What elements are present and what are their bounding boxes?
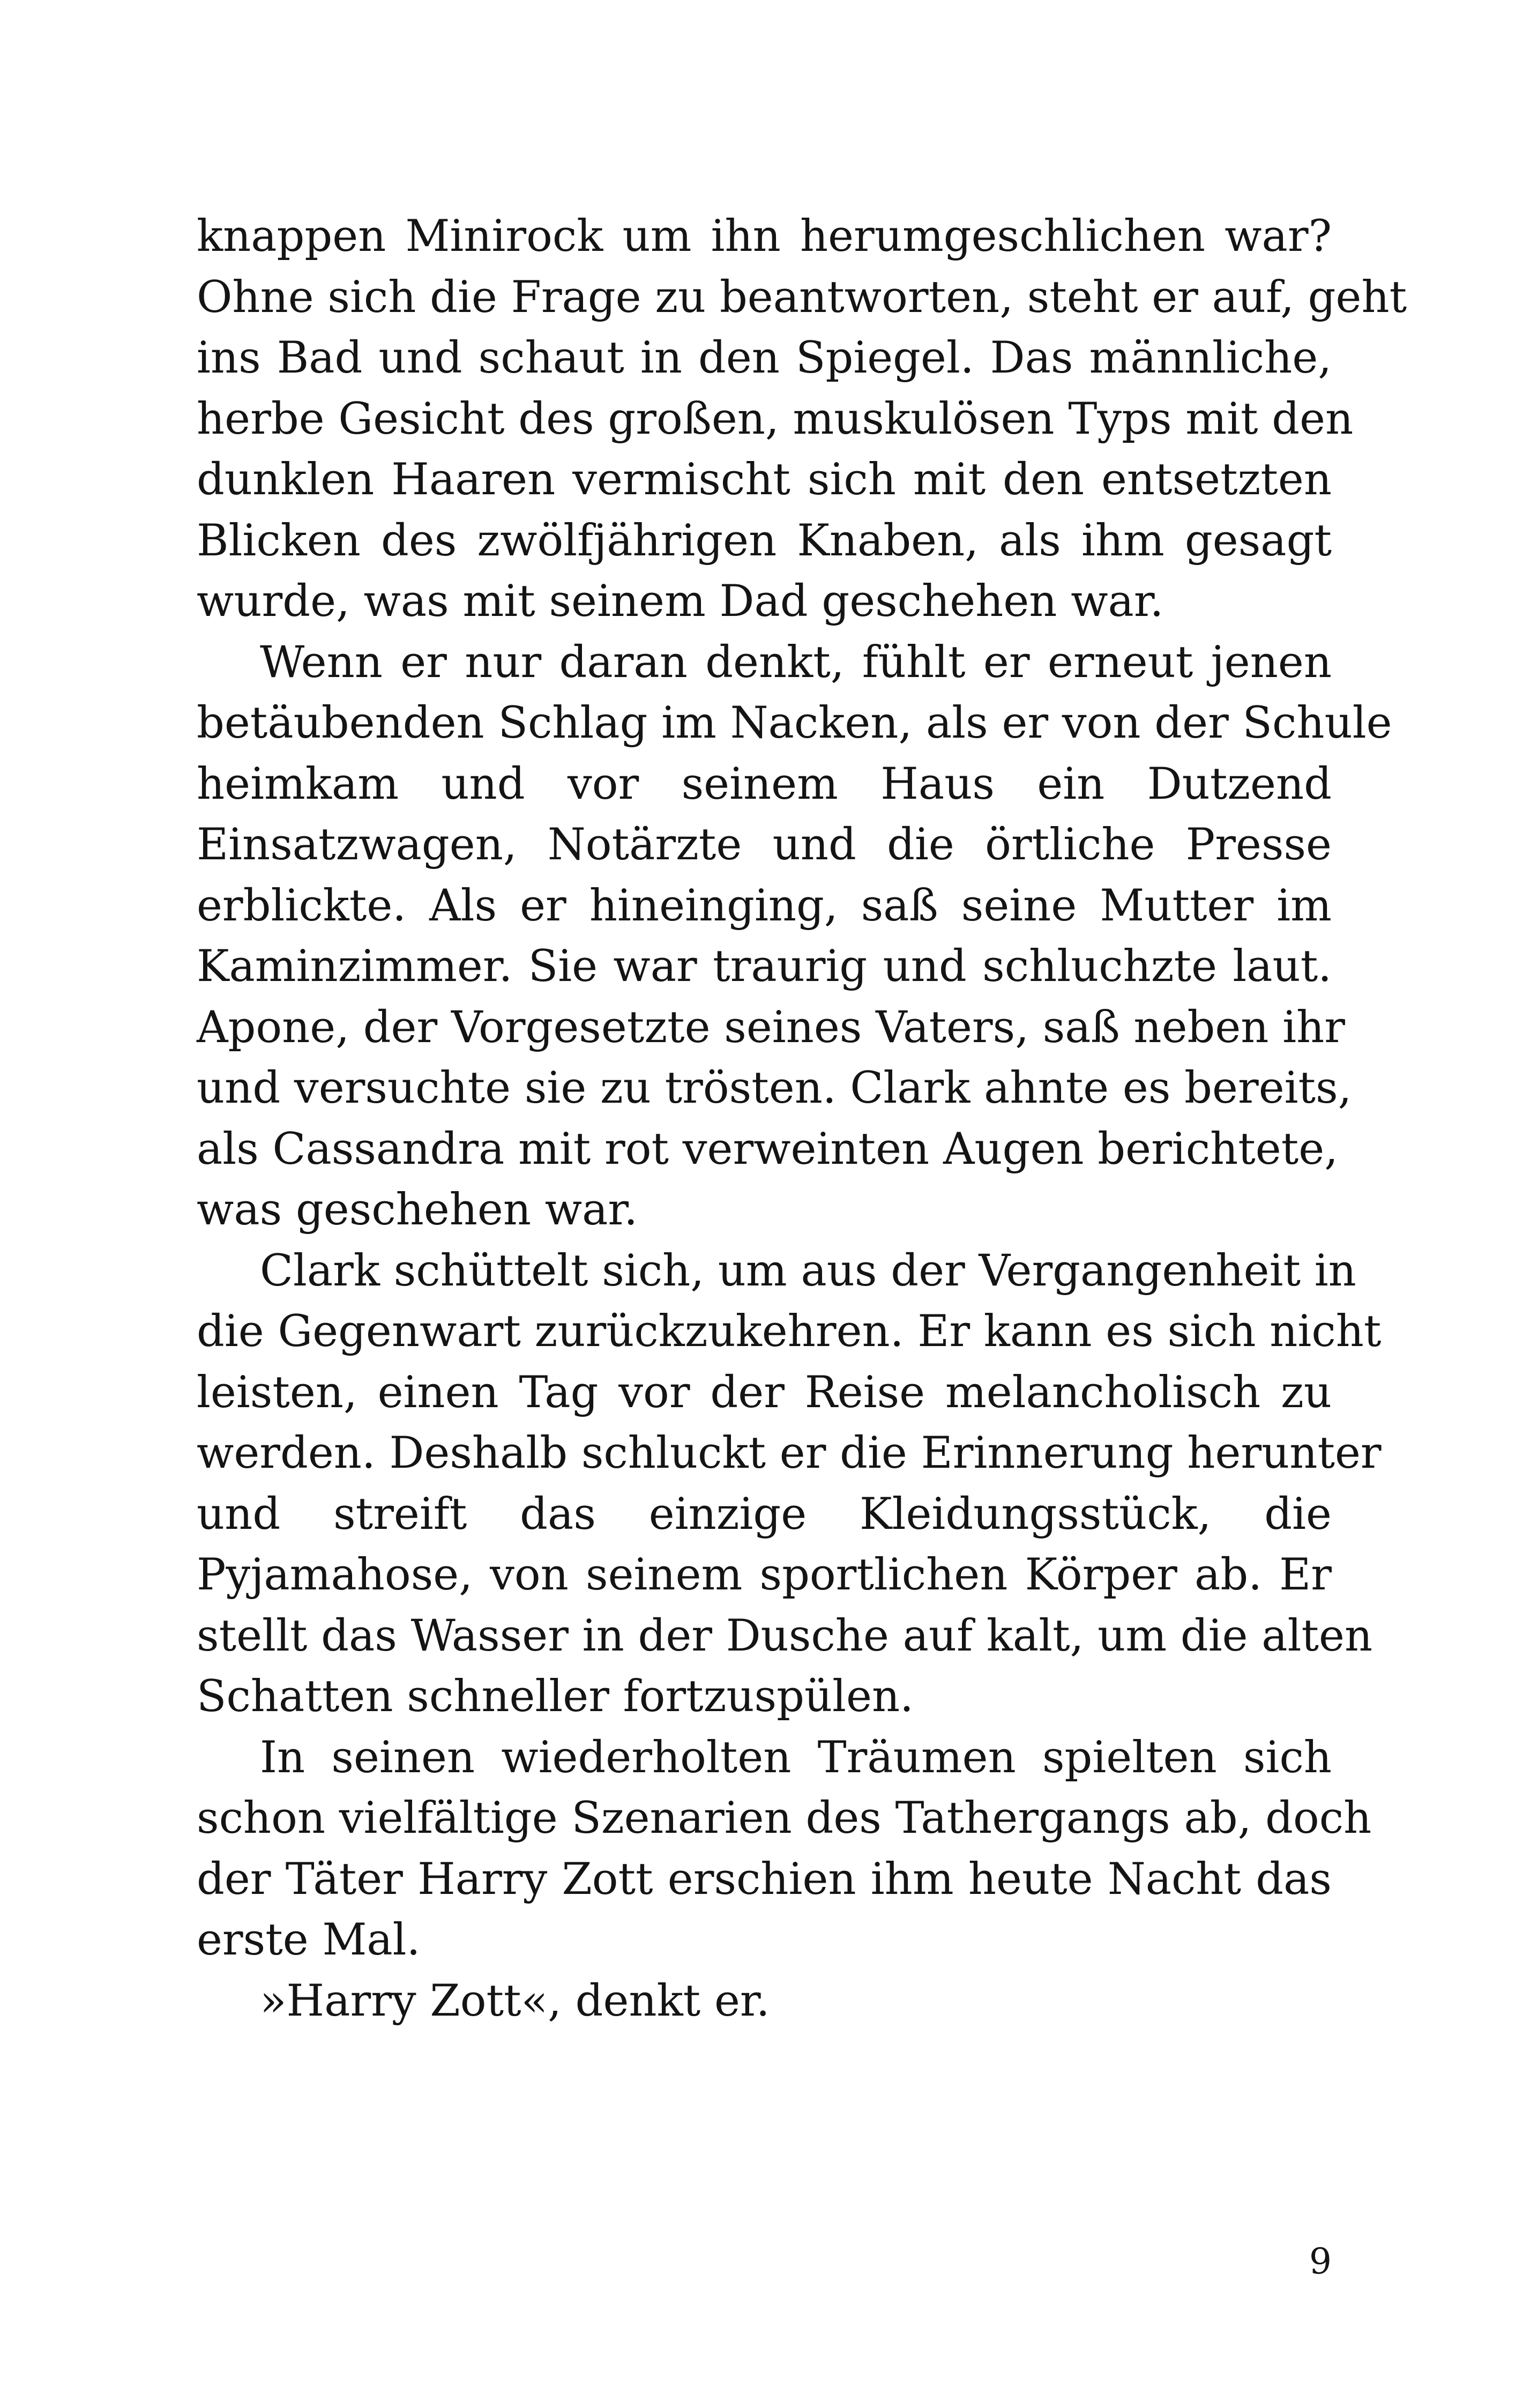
text-line: Clark schüttelt sich, um aus der Vergangenheit in: [260, 1245, 1356, 1296]
text-line: und versuchte sie zu trösten. Clark ahnte es bereits,: [197, 1063, 1352, 1113]
paragraph-5: [197, 1971, 1332, 2032]
text-line: erste Mal.: [197, 1915, 421, 1965]
text-line: In seinen wiederholten Träumen spielten sich: [260, 1732, 1332, 1783]
text-line: Einsatzwagen, Notärzte und die örtliche Presse: [197, 820, 1332, 870]
text-line: schon vielfältige Szenarien des Tathergangs ab, doch: [197, 1793, 1372, 1844]
text-line: Kaminzimmer. Sie war traurig und schluchzte laut.: [197, 941, 1332, 992]
text-line: werden. Deshalb schluckt er die Erinnerung herunter: [197, 1428, 1382, 1478]
text-line: Pyjamahose, von seinem sportlichen Körper ab. Er: [197, 1550, 1332, 1600]
text-line: wurde, was mit seinem Dad geschehen war.: [197, 576, 1164, 627]
text-line: Ohne sich die Frage zu beantworten, steht er auf, geht: [197, 272, 1407, 323]
text-line: als Cassandra mit rot verweinten Augen berichtete,: [197, 1124, 1338, 1175]
paragraph-1: [197, 206, 1407, 633]
body-text: [197, 206, 1407, 2032]
text-line: stellt das Wasser in der Dusche auf kalt, um die alten: [197, 1610, 1373, 1661]
text-line: knappen Minirock um ihn herumgeschlichen war?: [197, 211, 1332, 262]
text-line: Schatten schneller fortzuspülen.: [197, 1671, 914, 1722]
text-line: Apone, der Vorgesetzte seines Vaters, saß neben ihr: [197, 1002, 1346, 1053]
text-line: und streift das einzige Kleidungsstück, die: [197, 1489, 1332, 1540]
text-line: Blicken des zwölfjährigen Knaben, als ihm gesagt: [197, 515, 1332, 566]
text-line: erblickte. Als er hineinging, saß seine Mutter im: [197, 880, 1332, 931]
text-line: dunklen Haaren vermischt sich mit den entsetzten: [197, 455, 1332, 505]
text-line: Wenn er nur daran denkt, fühlt er erneut jenen: [260, 637, 1332, 688]
text-line: ins Bad und schaut in den Spiegel. Das männliche,: [197, 333, 1332, 383]
text-line: »Harry Zott«, denkt er.: [260, 1975, 770, 2026]
text-line: heimkam und vor seinem Haus ein Dutzend: [197, 759, 1332, 809]
text-line: der Täter Harry Zott erschien ihm heute Nacht das: [197, 1854, 1332, 1905]
paragraph-4: [197, 1728, 1372, 1971]
paragraph-3: [197, 1241, 1382, 1728]
text-line: betäubenden Schlag im Nacken, als er von der Schule: [197, 698, 1392, 748]
page-number: 9: [1309, 2241, 1332, 2282]
text-line: herbe Gesicht des großen, muskulösen Typs mit den: [197, 393, 1354, 444]
paragraph-2: [197, 633, 1392, 1241]
text-line: leisten, einen Tag vor der Reise melancholisch zu: [197, 1367, 1332, 1418]
text-line: was geschehen war.: [197, 1185, 638, 1235]
text-line: die Gegenwart zurückzukehren. Er kann es sich nicht: [197, 1306, 1382, 1357]
